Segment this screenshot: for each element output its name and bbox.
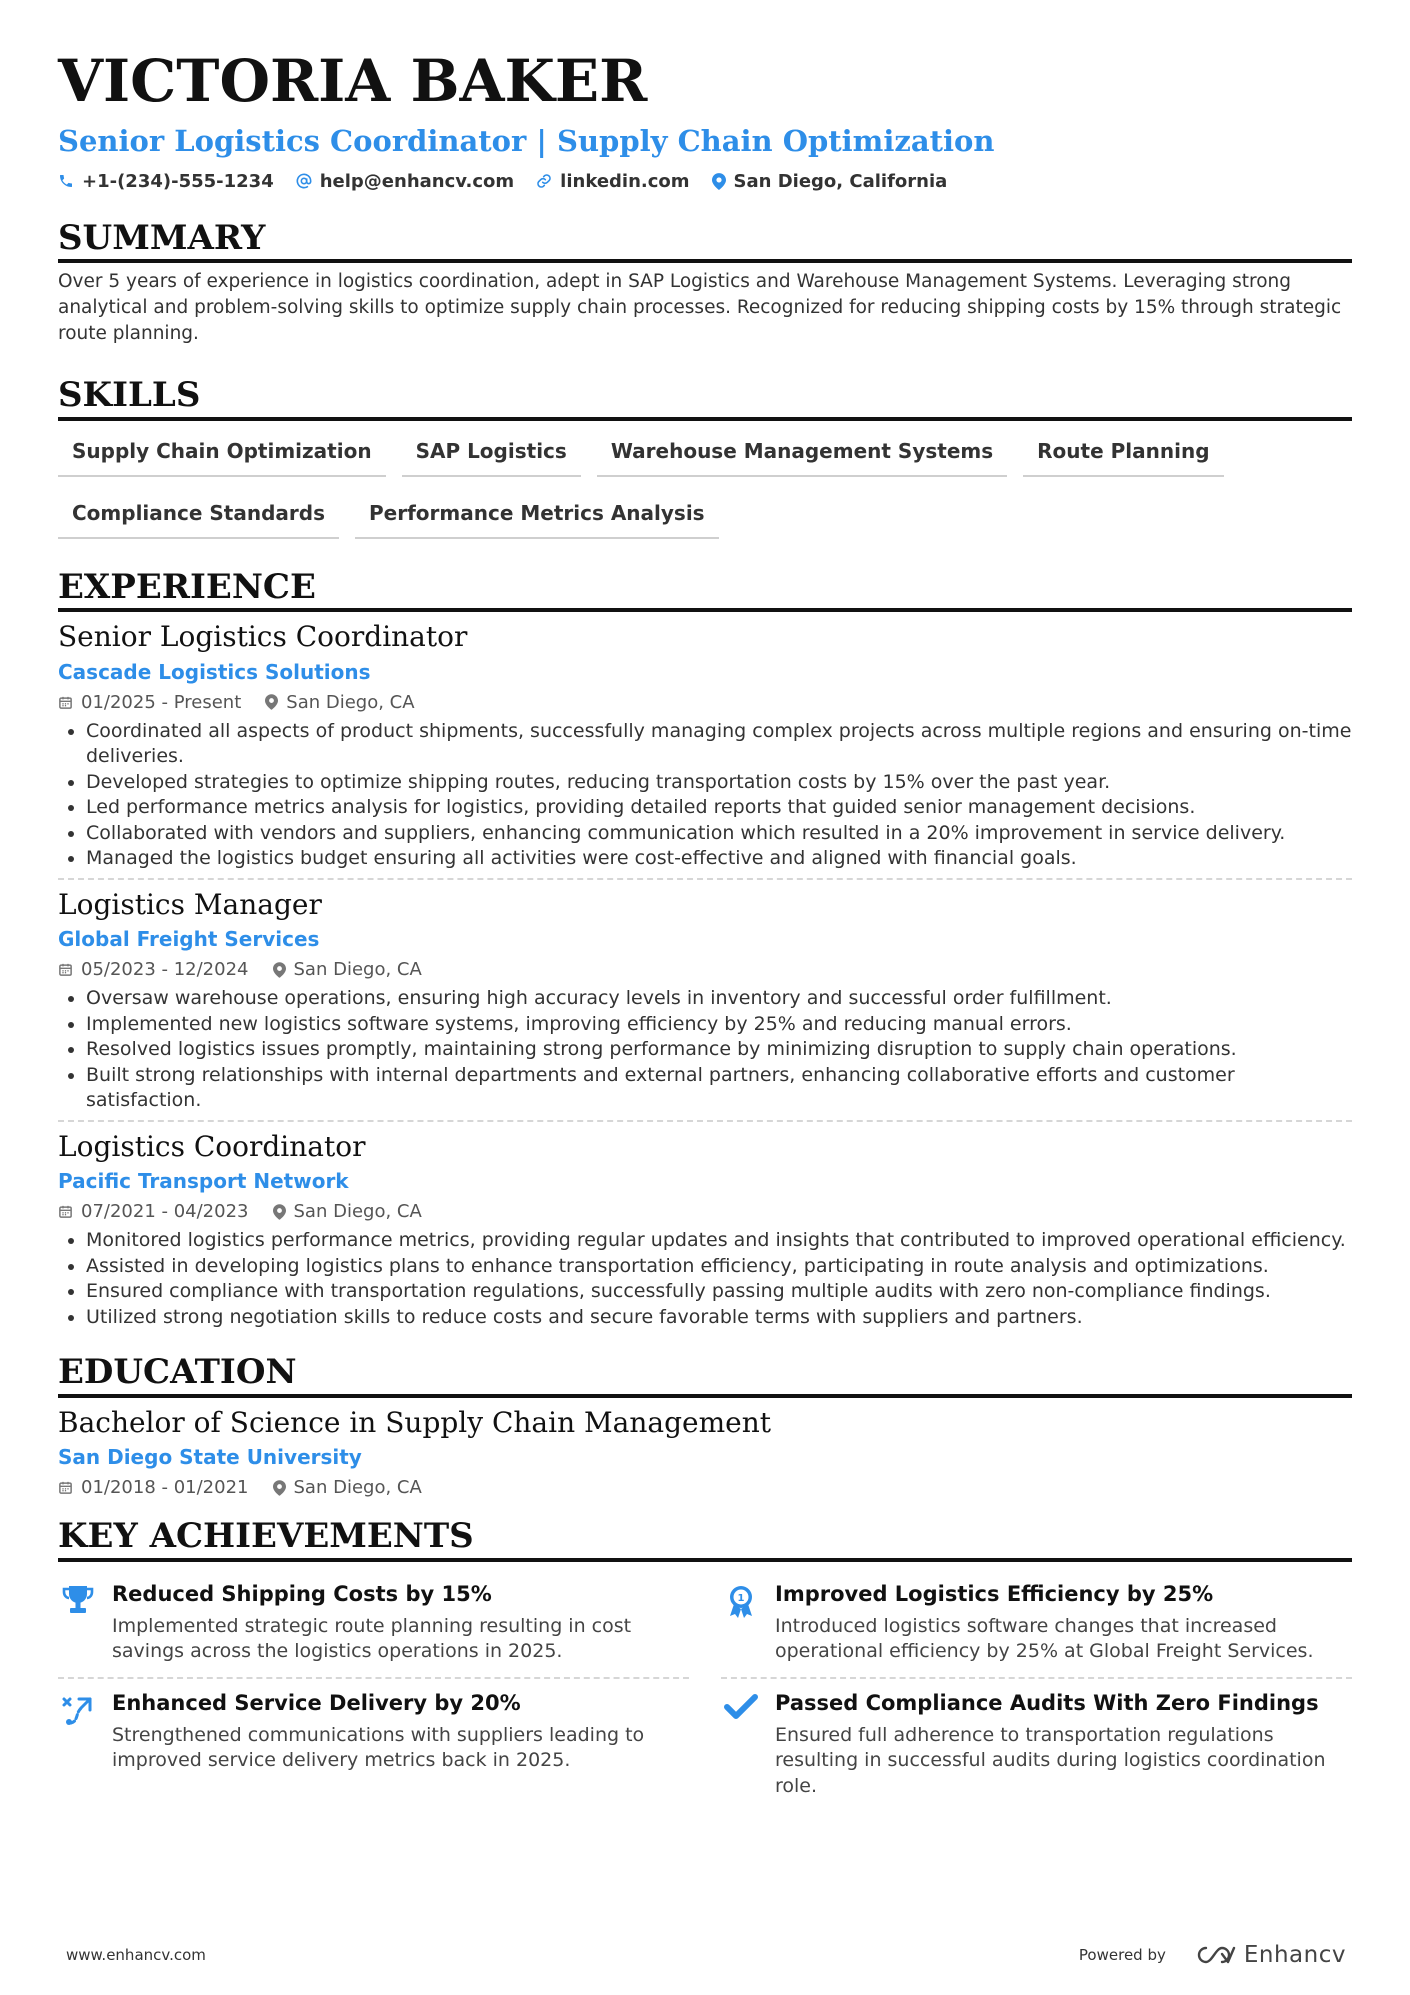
education-dates: [58, 1477, 249, 1498]
phone-icon: [58, 173, 74, 189]
link-icon: [536, 173, 552, 189]
location-pin-icon: [273, 962, 286, 978]
achievement-title: Improved Logistics Efficiency by 25%: [775, 1581, 1214, 1606]
education-heading: EDUCATION: [58, 1354, 1352, 1397]
job-bullets: [58, 719, 1352, 872]
experience-section: [58, 566, 1352, 1337]
job-meta: [58, 959, 1352, 980]
job-bullets: [58, 986, 1352, 1114]
skill-tag: Performance Metrics Analysis: [355, 495, 719, 539]
job-dates-text: 07/2021 - 04/2023: [81, 1201, 249, 1223]
bullet-item: • Developed strategies to optimize shipping routes, reducing transportation costs by 15% over the past year.: [86, 770, 1352, 796]
location-pin-icon: [712, 173, 726, 190]
powered-by-label: Powered by: [1078, 1946, 1166, 1964]
route-icon: [61, 1693, 95, 1727]
candidate-name: VICTORIA BAKER: [58, 47, 648, 115]
contact-email[interactable]: [296, 171, 514, 192]
headline: Senior Logistics Coordinator | Supply Chain Optimization: [58, 124, 995, 158]
summary-heading: SUMMARY: [58, 220, 1352, 263]
job-meta: [58, 692, 1352, 713]
bullet-item: • Assisted in developing logistics plans to enhance transportation efficiency, participating in route analysis and optimizations.: [86, 1254, 1352, 1280]
school-name: San Diego State University: [58, 1445, 362, 1470]
skill-tag: Supply Chain Optimization: [58, 433, 386, 477]
calendar-icon: [58, 1480, 73, 1495]
job-dates: [58, 1201, 249, 1222]
achievement-item: [721, 1570, 1352, 1679]
achievement-description: Ensured full adherence to transportation regulations resulting in successful audits during logistics coordination role.: [775, 1723, 1326, 1797]
link-text: linkedin.com: [560, 170, 690, 192]
calendar-icon: [58, 962, 73, 977]
job-dates: [58, 959, 249, 980]
job-dates: [58, 692, 241, 713]
achievement-description: Strengthened communications with suppliers leading to improved service delivery metrics back in 2025.: [112, 1723, 645, 1772]
summary-text: Over 5 years of experience in logistics coordination, adept in SAP Logistics and Warehouse Management Systems. Leveraging strong analytical and problem-solving skills to optimize supply chain processes. Recognized for reducing shipping costs by 15% through strategic route planning.: [58, 271, 1342, 345]
svg-text:1: 1: [737, 1592, 745, 1604]
contact-link[interactable]: [536, 171, 689, 192]
bullet-item: • Collaborated with vendors and suppliers, enhancing communication which resulted in a 20% improvement in service delivery.: [86, 821, 1352, 847]
education-section: [58, 1354, 1352, 1504]
achievements-section: [58, 1518, 1352, 1811]
phone-text: +1-(234)-555-1234: [82, 170, 274, 192]
email-text: help@enhancv.com: [319, 170, 515, 192]
job-location-text: San Diego, CA: [293, 1201, 422, 1223]
job-location: [273, 959, 422, 980]
skills-list: [58, 433, 1352, 539]
job-entry: [58, 878, 1352, 1120]
footer: [66, 1942, 1346, 1968]
job-meta: [58, 1201, 1352, 1222]
checkmark-icon: [724, 1693, 758, 1721]
skill-tag: Route Planning: [1023, 433, 1223, 477]
bullet-item: • Led performance metrics analysis for logistics, providing detailed reports that guided senior management decisions.: [86, 795, 1352, 821]
achievement-title: Reduced Shipping Costs by 15%: [112, 1581, 492, 1606]
company-name: Global Freight Services: [58, 927, 320, 952]
footer-website[interactable]: www.enhancv.com: [66, 1946, 206, 1964]
job-entry: [58, 1120, 1352, 1337]
experience-heading: EXPERIENCE: [58, 569, 1352, 612]
company-name: Cascade Logistics Solutions: [58, 659, 371, 684]
bullet-item: • Ensured compliance with transportation regulations, successfully passing multiple audits with zero non-compliance findings.: [86, 1279, 1352, 1305]
job-title: Logistics Manager: [58, 887, 322, 921]
bullet-item: • Implemented new logistics software systems, improving efficiency by 25% and reducing manual errors.: [86, 1012, 1352, 1038]
contact-bar: [58, 171, 1352, 192]
powered-by: [1079, 1942, 1346, 1968]
job-dates-text: 01/2025 - Present: [81, 691, 242, 713]
bullet-item: • Monitored logistics performance metrics, providing regular updates and insights that contributed to improved operational efficiency.: [86, 1228, 1352, 1254]
brand-logo[interactable]: [1192, 1942, 1346, 1968]
job-dates-text: 05/2023 - 12/2024: [81, 959, 249, 981]
job-bullets: [58, 1228, 1352, 1330]
company-name: Pacific Transport Network: [58, 1169, 349, 1194]
achievement-title: Passed Compliance Audits With Zero Findings: [775, 1690, 1319, 1715]
achievement-item: [58, 1679, 689, 1812]
bullet-item: • Managed the logistics budget ensuring all activities were cost-effective and aligned with financial goals.: [86, 846, 1352, 872]
education-location: [273, 1477, 422, 1498]
education-meta: [58, 1477, 1352, 1498]
skills-section: [58, 377, 1352, 538]
achievements-grid: [58, 1570, 1352, 1812]
job-title: Logistics Coordinator: [58, 1129, 366, 1163]
skill-tag: SAP Logistics: [402, 433, 581, 477]
bullet-item: • Utilized strong negotiation skills to reduce costs and secure favorable terms with suppliers and partners.: [86, 1305, 1352, 1331]
calendar-icon: [58, 1204, 73, 1219]
location-pin-icon: [273, 1480, 286, 1496]
calendar-icon: [58, 695, 73, 710]
location-pin-icon: [265, 694, 278, 710]
job-location: [273, 1201, 422, 1222]
location-text: San Diego, California: [733, 170, 948, 192]
job-entry: [58, 612, 1352, 878]
education-location-text: San Diego, CA: [293, 1477, 422, 1499]
achievement-title: Enhanced Service Delivery by 20%: [112, 1690, 521, 1715]
degree-title: Bachelor of Science in Supply Chain Management: [58, 1405, 772, 1439]
job-location-text: San Diego, CA: [293, 959, 422, 981]
job-location-text: San Diego, CA: [286, 691, 415, 713]
job-title: Senior Logistics Coordinator: [58, 619, 468, 653]
achievements-heading: KEY ACHIEVEMENTS: [58, 1518, 1352, 1561]
education-entry: [58, 1398, 1352, 1505]
contact-phone[interactable]: [58, 171, 274, 192]
skill-tag: Compliance Standards: [58, 495, 339, 539]
education-dates-text: 01/2018 - 01/2021: [81, 1477, 249, 1499]
summary-section: [58, 217, 1352, 347]
trophy-icon: [61, 1584, 95, 1616]
at-icon: [296, 173, 312, 189]
enhancv-logo-icon: [1192, 1944, 1236, 1966]
brand-name: Enhancv: [1243, 1942, 1346, 1968]
achievement-item: [58, 1570, 689, 1679]
job-location: [265, 692, 414, 713]
contact-location: [712, 171, 948, 192]
bullet-item: • Built strong relationships with internal departments and external partners, enhancing collaborative efforts and customer satisfaction.: [86, 1063, 1352, 1114]
bullet-item: • Coordinated all aspects of product shipments, successfully managing complex projects across multiple regions and ensuring on-time deliveries.: [86, 719, 1352, 770]
achievement-description: Implemented strategic route planning resulting in cost savings across the logistics operations in 2025.: [112, 1614, 632, 1663]
skills-heading: SKILLS: [58, 377, 1352, 420]
bullet-item: • Resolved logistics issues promptly, maintaining strong performance by minimizing disruption to supply chain operations.: [86, 1037, 1352, 1063]
achievement-description: Introduced logistics software changes that increased operational efficiency by 25% at Global Freight Services.: [775, 1614, 1314, 1663]
award-ribbon-icon: [726, 1584, 756, 1618]
bullet-item: • Oversaw warehouse operations, ensuring high accuracy levels in inventory and successful order fulfillment.: [86, 986, 1352, 1012]
location-pin-icon: [273, 1204, 286, 1220]
achievement-item: [721, 1679, 1352, 1812]
skill-tag: Warehouse Management Systems: [597, 433, 1007, 477]
